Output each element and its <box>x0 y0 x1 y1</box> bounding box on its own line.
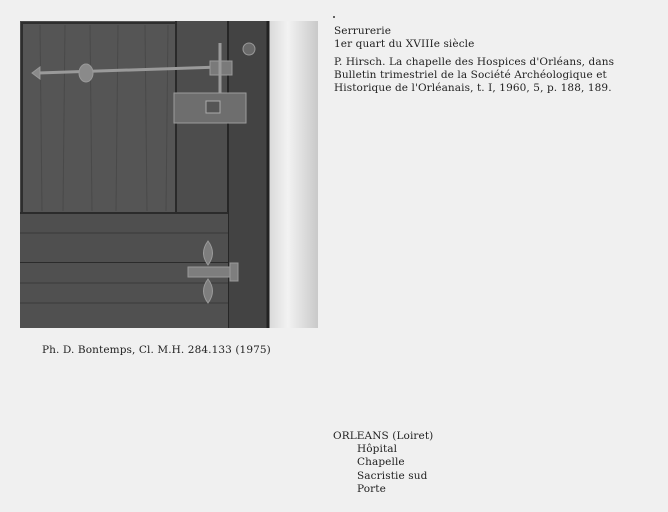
category-label: Serrurerie <box>334 25 392 37</box>
door-photograph <box>20 21 318 328</box>
location-object: Porte <box>357 483 386 495</box>
bullet-mark <box>333 16 335 18</box>
bibliography-line: P. Hirsch. La chapelle des Hospices d'Orléans, dans <box>334 56 615 68</box>
location-building: Hôpital <box>357 443 398 455</box>
location-part: Sacristie sud <box>357 470 428 482</box>
bibliography-line: Historique de l'Orléanais, t. I, 1960, 5, p. 188, 189. <box>334 82 612 94</box>
location-part: Chapelle <box>357 456 405 468</box>
date-label: 1er quart du XVIIIe siècle <box>334 38 475 50</box>
bibliography-line: Bulletin trimestriel de la Société Archéologique et <box>334 69 607 81</box>
photo-credit: Ph. D. Bontemps, Cl. M.H. 284.133 (1975) <box>42 344 271 356</box>
location-city: ORLEANS (Loiret) <box>333 430 434 442</box>
